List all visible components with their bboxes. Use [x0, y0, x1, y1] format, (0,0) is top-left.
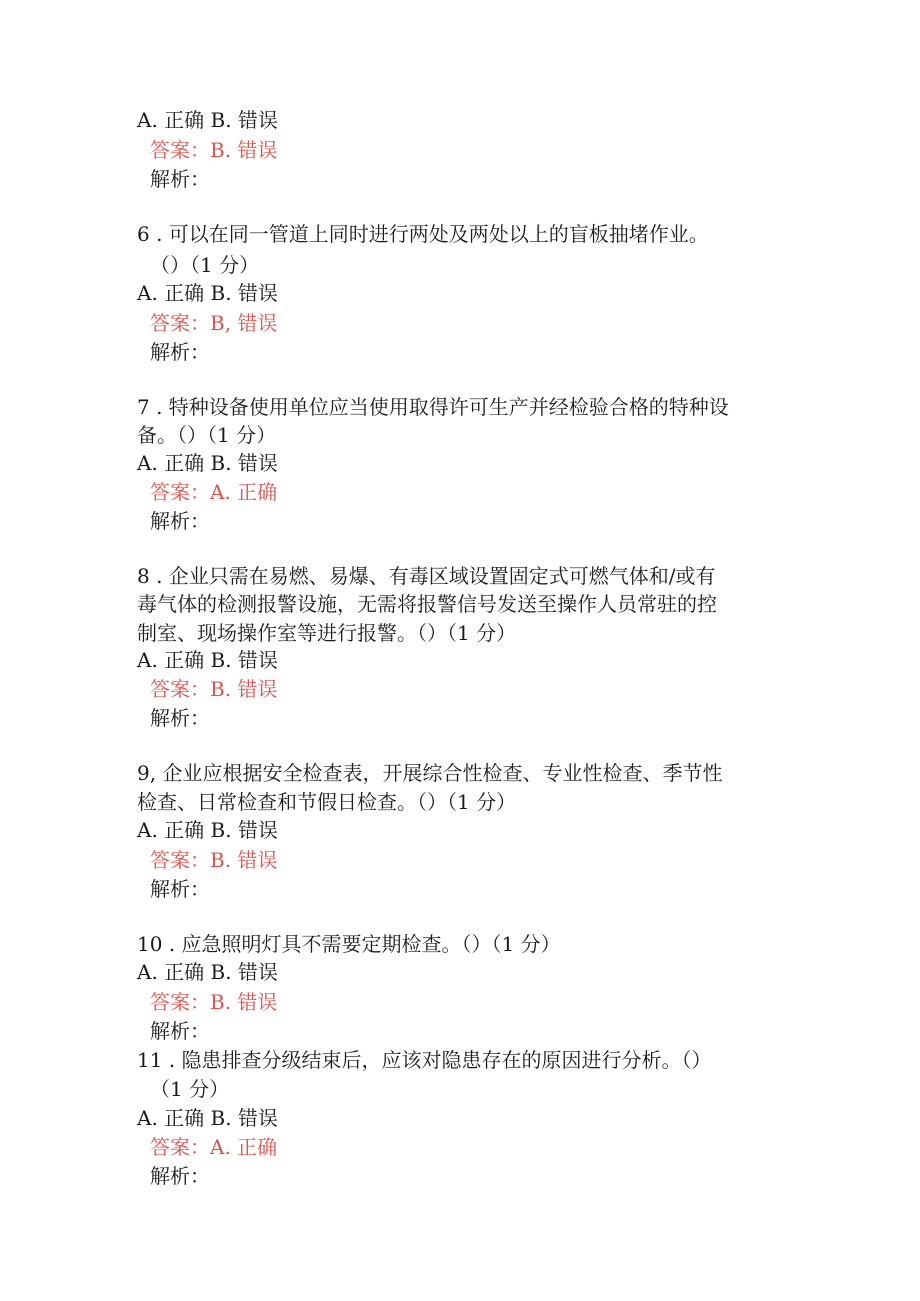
question-line: 7 . 特种设备使用单位应当使用取得许可生产并经检验合格的特种设 [137, 395, 729, 419]
options-text: A. 正确 B. 错误 [137, 451, 278, 475]
answer-text: 答案：A. 正确 [150, 480, 278, 504]
answer-text: 答案：A. 正确 [150, 1135, 278, 1159]
options-text: A. 正确 B. 错误 [137, 818, 278, 842]
question-line: 9, 企业应根据安全检查表，开展综合性检查、专业性检查、季节性 [137, 761, 723, 785]
answer-text: 答案：B. 错误 [150, 990, 278, 1014]
answer-text: 答案：B, 错误 [150, 311, 278, 335]
question-line: 制室、现场操作室等进行报警。（）（1 分） [137, 621, 517, 645]
question-line: 11 . 隐患排查分级结束后，应该对隐患存在的原因进行分析。（） [137, 1048, 712, 1072]
question-line: 毒气体的检测报警设施，无需将报警信号发送至操作人员常驻的控 [137, 592, 717, 616]
options-text: A. 正确 B. 错误 [137, 648, 278, 672]
explanation-label: 解析： [150, 509, 210, 533]
question-line: （）（1 分） [150, 253, 260, 277]
explanation-label: 解析： [150, 1019, 210, 1043]
explanation-label: 解析： [150, 167, 210, 191]
explanation-label: 解析： [150, 340, 210, 364]
question-line: 10 . 应急照明灯具不需要定期检查。（）（1 分） [137, 932, 561, 956]
question-line: 6 . 可以在同一管道上同时进行两处及两处以上的盲板抽堵作业。 [137, 222, 709, 246]
answer-text: 答案：B. 错误 [150, 677, 278, 701]
question-line: 检查、日常检查和节假日检查。（）（1 分） [137, 790, 517, 814]
question-line: （1 分） [150, 1077, 230, 1101]
options-text: A. 正确 B. 错误 [137, 281, 278, 305]
options-text: A. 正确 B. 错误 [137, 1106, 278, 1130]
options-text: A. 正确 B. 错误 [137, 108, 278, 132]
answer-text: 答案：B. 错误 [150, 848, 278, 872]
question-line: 8 . 企业只需在易燃、易爆、有毒区域设置固定式可燃气体和/或有 [137, 564, 716, 588]
explanation-label: 解析： [150, 877, 210, 901]
explanation-label: 解析： [150, 706, 210, 730]
answer-text: 答案：B. 错误 [150, 138, 278, 162]
options-text: A. 正确 B. 错误 [137, 960, 278, 984]
explanation-label: 解析： [150, 1164, 210, 1188]
question-line: 备。（）（1 分） [137, 423, 277, 447]
